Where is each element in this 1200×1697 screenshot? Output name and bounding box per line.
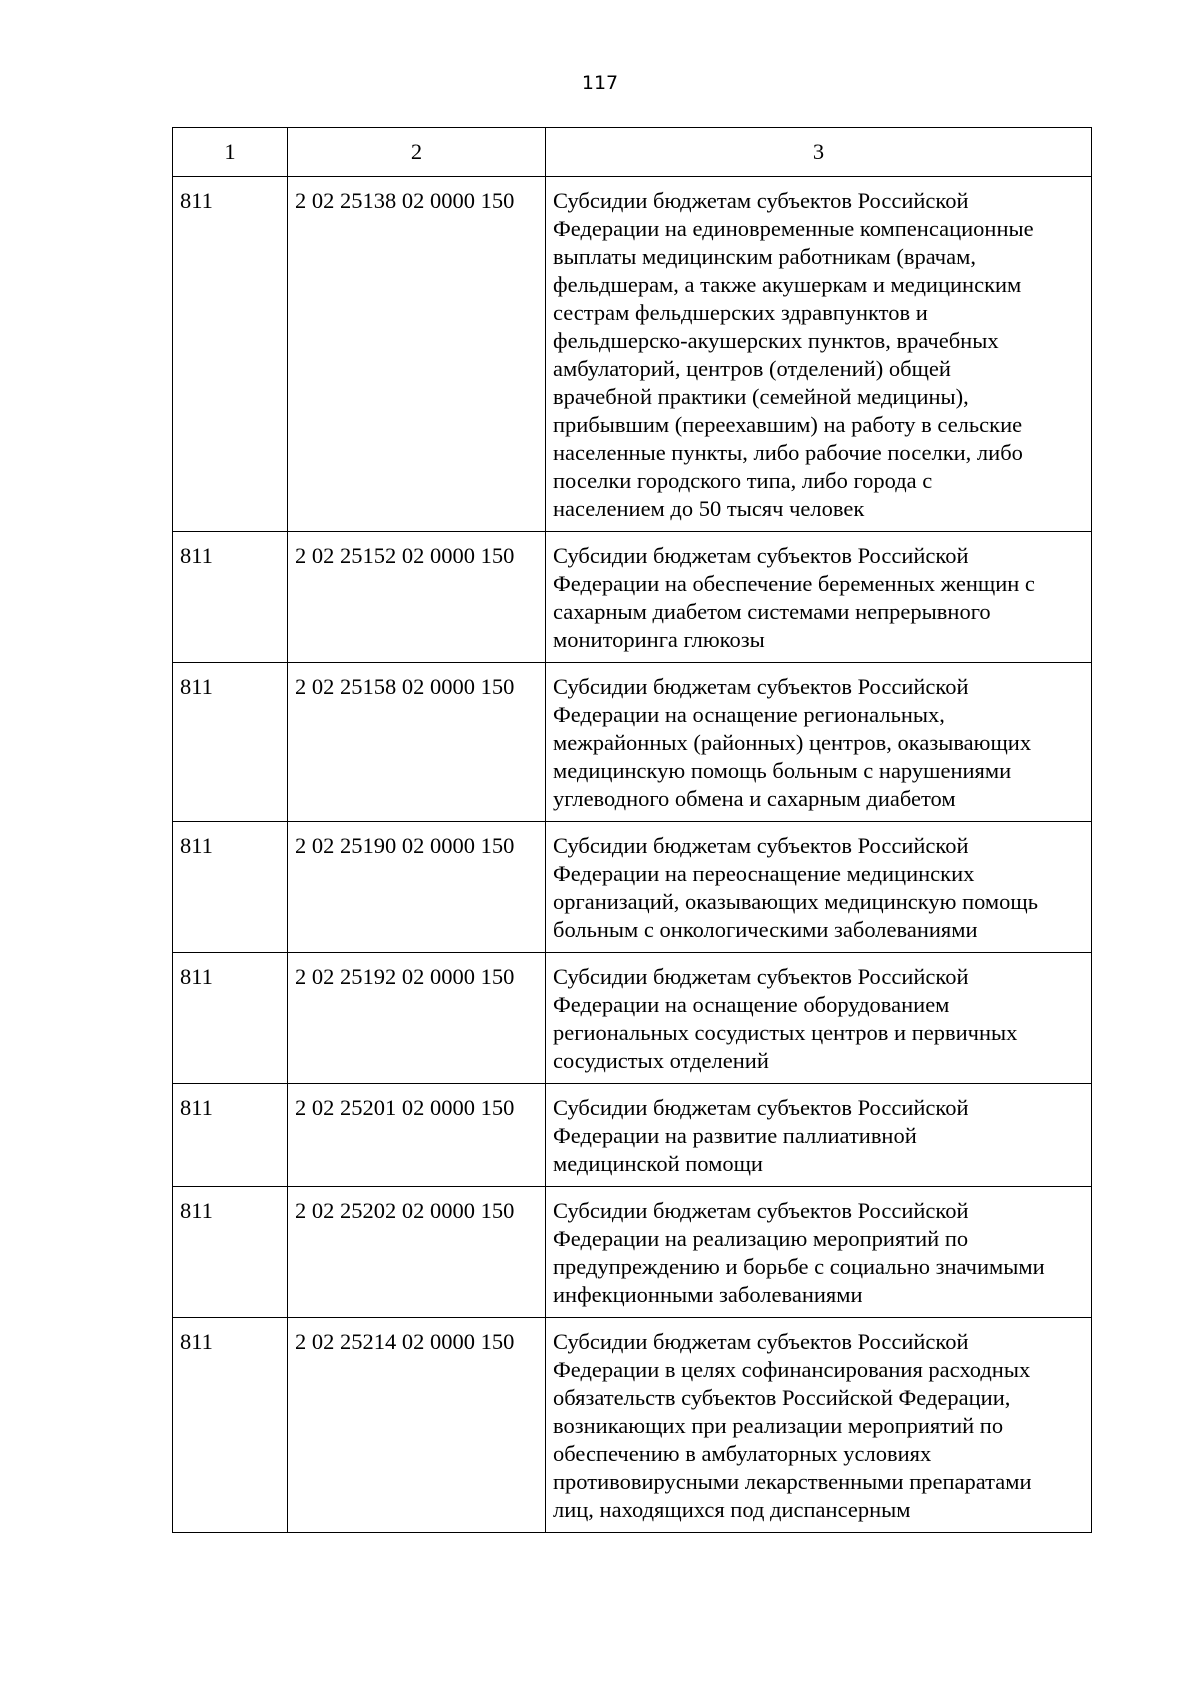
- table-row: [173, 532, 1092, 663]
- budget-code-cell: 2 02 25192 02 0000 150: [288, 953, 546, 1084]
- table-row: [173, 1187, 1092, 1318]
- admin-code-cell: 811: [173, 1084, 288, 1187]
- admin-code-cell: 811: [173, 177, 288, 532]
- budget-code-cell: 2 02 25202 02 0000 150: [288, 1187, 546, 1318]
- admin-code-cell: 811: [173, 532, 288, 663]
- description-cell: Субсидии бюджетам субъектов Российской Федерации на переоснащение медицинских организаций, оказывающих медицинскую помощь больным с онкологическими заболеваниями: [546, 822, 1092, 953]
- description-cell: Субсидии бюджетам субъектов Российской Федерации на развитие паллиативной медицинской помощи: [546, 1084, 1092, 1187]
- admin-code-cell: 811: [173, 953, 288, 1084]
- description-cell: Субсидии бюджетам субъектов Российской Федерации на обеспечение беременных женщин с сахарным диабетом системами непрерывного мониторинга глюкозы: [546, 532, 1092, 663]
- description-cell: Субсидии бюджетам субъектов Российской Федерации на единовременные компенсационные выплаты медицинским работникам (врачам, фельдшерам, а также акушеркам и медицинским сестрам фельдшерских здравпунктов и фельдшерско-акушерских пунктов, врачебных амбулаторий, центров (отделений) общей врачебной практики (семейной медицины), прибывшим (переехавшим) на работу в сельские населенные пункты, либо рабочие поселки, либо поселки городского типа, либо города с населением до 50 тысяч человек: [546, 177, 1092, 532]
- budget-code-cell: 2 02 25158 02 0000 150: [288, 663, 546, 822]
- column-header-2: 2: [288, 128, 546, 177]
- budget-code-cell: 2 02 25190 02 0000 150: [288, 822, 546, 953]
- admin-code-cell: 811: [173, 1318, 288, 1533]
- table-row: [173, 822, 1092, 953]
- budget-code-cell: 2 02 25152 02 0000 150: [288, 532, 546, 663]
- table-row: [173, 663, 1092, 822]
- table-header-row: [173, 128, 1092, 177]
- admin-code-cell: 811: [173, 1187, 288, 1318]
- description-cell: Субсидии бюджетам субъектов Российской Федерации на оснащение региональных, межрайонных (районных) центров, оказывающих медицинскую помощь больным с нарушениями углеводного обмена и сахарным диабетом: [546, 663, 1092, 822]
- table-row: [173, 177, 1092, 532]
- admin-code-cell: 811: [173, 663, 288, 822]
- column-header-1: 1: [173, 128, 288, 177]
- description-cell: Субсидии бюджетам субъектов Российской Федерации в целях софинансирования расходных обязательств субъектов Российской Федерации, возникающих при реализации мероприятий по обеспечению в амбулаторных условиях противовирусными лекарственными препаратами лиц, находящихся под диспансерным: [546, 1318, 1092, 1533]
- table-row: [173, 1318, 1092, 1533]
- budget-classification-table: [172, 127, 1092, 1533]
- description-cell: Субсидии бюджетам субъектов Российской Федерации на оснащение оборудованием региональных сосудистых центров и первичных сосудистых отделений: [546, 953, 1092, 1084]
- table-row: [173, 953, 1092, 1084]
- budget-code-cell: 2 02 25138 02 0000 150: [288, 177, 546, 532]
- table-row: [173, 1084, 1092, 1187]
- description-cell: Субсидии бюджетам субъектов Российской Федерации на реализацию мероприятий по предупреждению и борьбе с социально значимыми инфекционными заболеваниями: [546, 1187, 1092, 1318]
- budget-code-cell: 2 02 25214 02 0000 150: [288, 1318, 546, 1533]
- column-header-3: 3: [546, 128, 1092, 177]
- admin-code-cell: 811: [173, 822, 288, 953]
- budget-code-cell: 2 02 25201 02 0000 150: [288, 1084, 546, 1187]
- page-number: 117: [581, 72, 619, 94]
